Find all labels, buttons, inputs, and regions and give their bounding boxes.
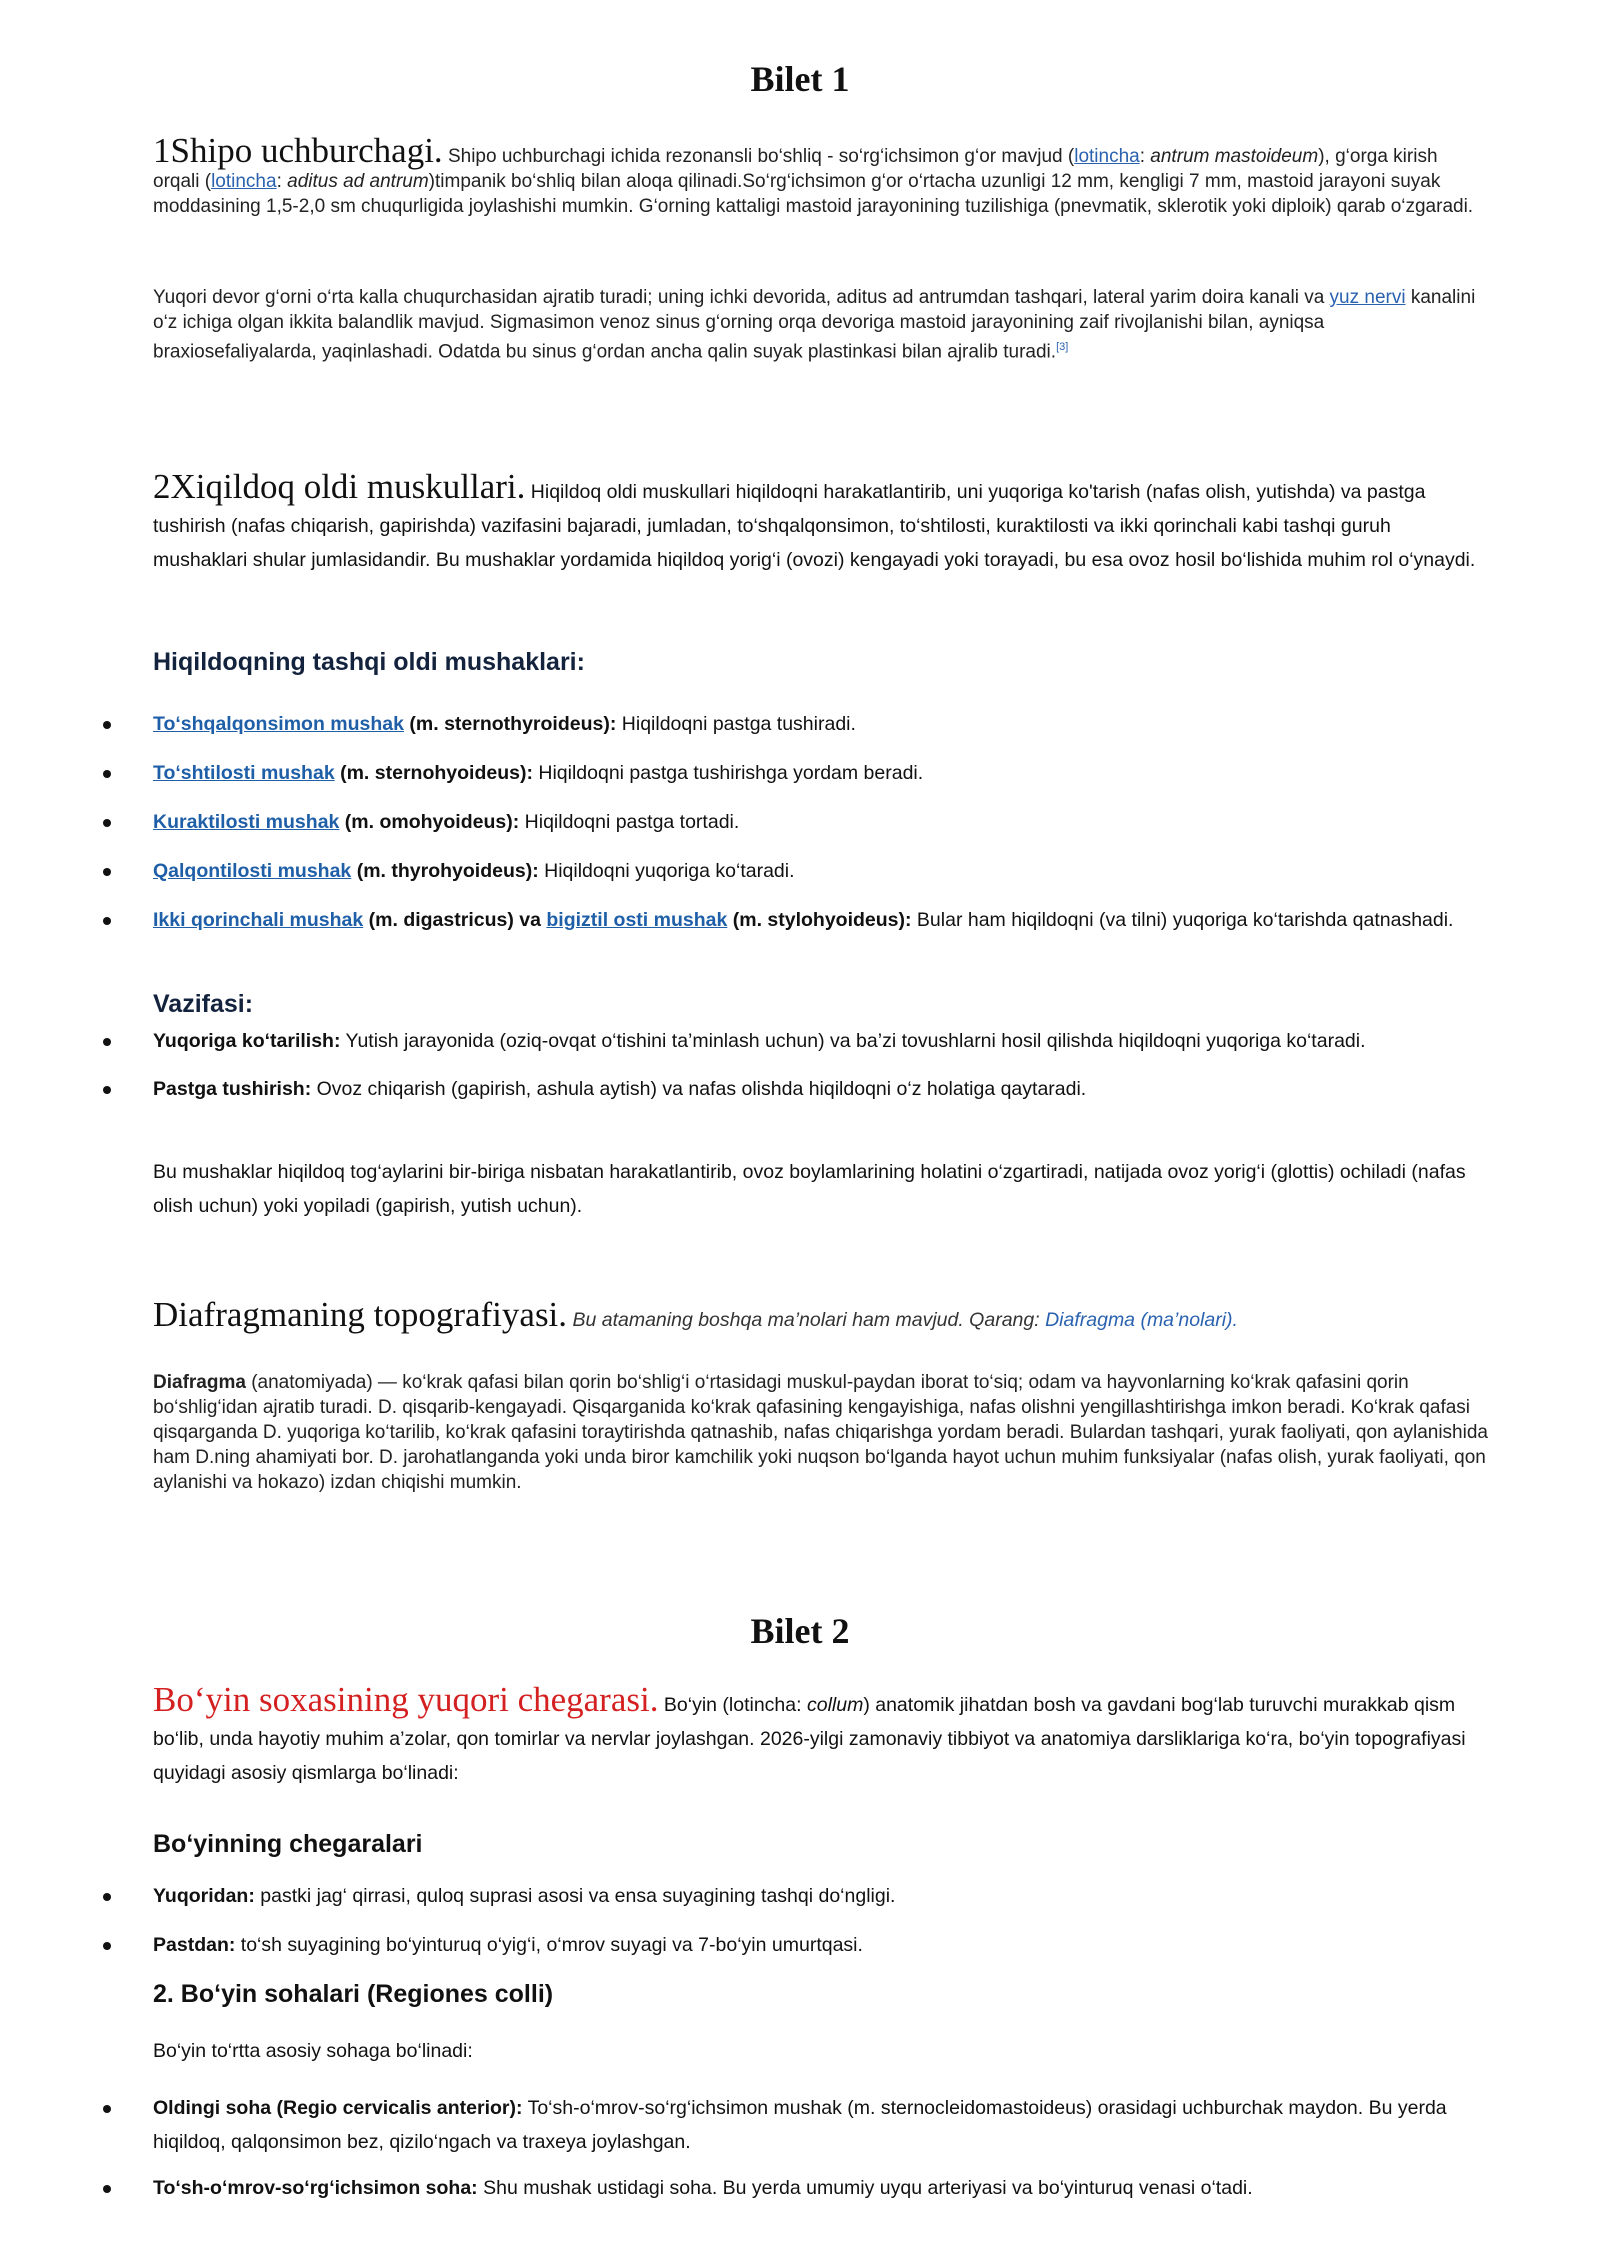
- bullet-icon: [103, 1893, 111, 1901]
- text: :: [276, 171, 288, 192]
- text: Hiqildoqni pastga tortadi.: [519, 811, 740, 833]
- text: To‘sh-o‘mrov-so‘rg‘ichsimon mushak (m. sternocleidomastoideus) orasidagi uchburchak maydon. Bu yerda hiqildoq, qalqonsimon bez, qizilo‘ngach va traxeya joylashgan.: [153, 2097, 1447, 2153]
- diafragma-disambiguation-link[interactable]: Diafragma (ma’nolari).: [1045, 1309, 1238, 1331]
- bullet-icon: [103, 1086, 111, 1094]
- muscle-link[interactable]: Ikki qorinchali mushak: [153, 909, 364, 931]
- text: ), g‘orga kirish orqali (: [153, 146, 1438, 192]
- list-item: [153, 756, 1488, 790]
- text: Hiqildoq oldi muskullari hiqildoqni harakatlantirib, uni yuqoriga ko'tarish (nafas olish, yutishda) va pastga tushirish (nafas chiqarish, gapirishda) vazifasini bajaradi, jumladan, to‘shqalqonsimon, to‘shtilosti, kuraktilosti va ikki qorinchali kabi tashqi guruh mushaklari shular jumlasidandir. Bu mushaklar yordamida hiqildoq yorig‘i (ovozi) kengayadi yoki torayadi, bu esa ovoz hosil bo‘lishida muhim rol o‘ynaydi.: [153, 481, 1476, 571]
- list-item: [153, 903, 1488, 937]
- text: )timpanik bo‘shliq bilan aloqa qilinadi.So‘rg‘ichsimon g‘or o‘rtacha uzunligi 12 mm, kengligi 7 mm, mastoid jarayoni suyak moddasining 1,5-2,0 sm chuqurligida joylashishi mumkin. G‘orning kattaligi mastoid jarayonining tuzilishiga (pnevmatik, sklerotik yoki diploik) qarab o‘zgaradi.: [153, 171, 1474, 217]
- latin-term: aditus ad antrum: [287, 171, 429, 192]
- text: ) anatomik jihatdan bosh va gavdani bog‘lab turuvchi murakkab qism bo‘lib, unda hayotiy muhim a’zolar, qon tomirlar va nervlar joylashgan. 2026-yilgi zamonaviy tibbiyot va anatomiya darsliklariga ko‘ra, bo‘yin topografiyasi quyidagi asosiy qismlarga bo‘linadi:: [153, 1694, 1466, 1784]
- text: Bular ham hiqildoqni (va tilni) yuqoriga ko‘tarishda qatnashadi.: [911, 909, 1454, 931]
- item-label: Yuqoriga ko‘tarilish:: [153, 1030, 341, 1052]
- text: Yutish jarayonida (oziq-ovqat o‘tishini ta’minlash uchun) va ba’zi tovushlarni hosil qilishda hiqildoqni yuqoriga ko‘taradi.: [340, 1030, 1366, 1052]
- list-item: [153, 2171, 1488, 2205]
- bullet-icon: [103, 770, 111, 778]
- text: Shipo uchburchagi ichida rezonansli bo‘shliq - so‘rg‘ichsimon g‘or mavjud (: [442, 146, 1075, 167]
- bullet-icon: [103, 819, 111, 827]
- region-list: [153, 2091, 1488, 2205]
- item-label: To‘sh-o‘mrov-so‘rg‘ichsimon soha:: [153, 2177, 478, 2199]
- subheading-boyin-sohalari: 2. Bo‘yin sohalari (Regiones colli): [153, 1980, 554, 2008]
- text: to‘sh suyagining bo‘yinturuq o‘yig‘i, o‘mrov suyagi va 7-bo‘yin umurtqasi.: [235, 1934, 863, 1956]
- subheading-vazifasi: Vazifasi:: [153, 990, 254, 1018]
- list-item: [153, 854, 1488, 888]
- reference-link[interactable]: [3]: [1056, 341, 1069, 353]
- bullet-icon: [103, 917, 111, 925]
- latin-name: (m. digastricus) va: [363, 909, 547, 931]
- item-label: Yuqoridan:: [153, 1885, 255, 1907]
- regions-intro: Bo‘yin to‘rtta asosiy sohaga bo‘linadi:: [153, 2040, 473, 2062]
- text: Hiqildoqni pastga tushiradi.: [616, 713, 856, 735]
- text: (anatomiyada) — ko‘krak qafasi bilan qorin bo‘shlig‘i o‘rtasidagi muskul-paydan iborat to‘siq; odam va hayvonlarning ko‘krak qafasini qorin bo‘shlig‘idan ajratib turadi. D. qisqarib-kengayadi. Qisqarganida ko‘krak qafasining kengayishiga, nafas olishni yengillashtirishga imkon beradi. Ko‘krak qafasi qisqarganda D. yuqoriga ko‘tarilib, ko‘krak qafasini toraytirishda qatnashib, nafas chiqarishga yordam beradi. Bulardan tashqari, yurak faoliyati, qon aylanishida ham D.ning ahamiyati bor. D. jarohatlanganda yoki unda biror kamchilik yoki nuqson bo‘lganda hayot uchun muhim funksiyalar (nafas olish, yurak faoliyati, qon aylanishi va hokazo) izdan chiqishi mumkin.: [153, 1372, 1488, 1493]
- muscle-link[interactable]: Qalqontilosti mushak: [153, 860, 352, 882]
- text: kanalini o‘z ichiga olgan ikkita balandlik mavjud. Sigmasimon venoz sinus g‘orning orqa devoriga mastoid jarayonining zaif rivojlanishi bilan, ayniqsa braxiosefaliyalarda, yaqinlashadi. Odatda bu sinus g‘ordan ancha qalin suyak plastinkasi bilan ajralib turadi.: [153, 287, 1476, 363]
- section-shipo-heading: 1Shipo uchburchagi.: [153, 131, 443, 170]
- border-list: [153, 1879, 1488, 1962]
- latin-name: (m. sternohyoideus):: [334, 762, 533, 784]
- lotincha-link-2[interactable]: lotincha: [211, 171, 277, 192]
- bullet-icon: [103, 868, 111, 876]
- text: pastki jag‘ qirrasi, quloq suprasi asosi va ensa suyagining tashqi do‘ngligi.: [254, 1885, 896, 1907]
- latin-name: (m. omohyoideus):: [339, 811, 520, 833]
- section-diafragma-header: [153, 1295, 1488, 1340]
- muscle-link[interactable]: To‘shtilosti mushak: [153, 762, 335, 784]
- text: Shu mushak ustidagi soha. Bu yerda umumiy uyqu arteriyasi va bo‘yinturuq venasi o‘tadi.: [477, 2177, 1253, 2199]
- section-shipo-paragraph-1: [153, 131, 1488, 219]
- subheading-tashqi-mushaklar: Hiqildoqning tashqi oldi mushaklari:: [153, 648, 585, 676]
- yuz-nervi-link[interactable]: yuz nervi: [1329, 287, 1406, 308]
- text: :: [1139, 146, 1151, 167]
- list-item: [153, 1879, 1488, 1913]
- text: Hiqildoqni pastga tushirishga yordam beradi.: [532, 762, 924, 784]
- function-list: [153, 1024, 1488, 1106]
- list-item: [153, 707, 1488, 741]
- section-diafragma-text: [153, 1370, 1488, 1495]
- item-label: Pastdan:: [153, 1934, 236, 1956]
- subheading-boyin-chegaralari: Bo‘yinning chegaralari: [153, 1830, 423, 1858]
- latin-term: collum: [806, 1694, 864, 1716]
- list-item: [153, 1024, 1488, 1058]
- latin-name: (m. stylohyoideus):: [727, 909, 912, 931]
- section-boyin-intro: [153, 1680, 1488, 1790]
- section-boyin-heading: Bo‘yin soxasining yuqori chegarasi.: [153, 1680, 659, 1719]
- item-label: Pastga tushirish:: [153, 1078, 312, 1100]
- list-item: [153, 1928, 1488, 1962]
- bullet-icon: [103, 2185, 111, 2193]
- muscle-link[interactable]: To‘shqalqonsimon mushak: [153, 713, 404, 735]
- bilet-2-title: Bilet 2: [750, 1611, 850, 1651]
- item-label: Oldingi soha (Regio cervicalis anterior):: [153, 2097, 523, 2119]
- bullet-icon: [103, 1038, 111, 1046]
- section-diafragma-heading: Diafragmaning topografiyasi.: [153, 1295, 568, 1334]
- muscle-link[interactable]: Kuraktilosti mushak: [153, 811, 340, 833]
- text: Ovoz chiqarish (gapirish, ashula aytish) va nafas olishda hiqildoqni o‘z holatiga qaytaradi.: [311, 1078, 1087, 1100]
- text: Yuqori devor g‘orni o‘rta kalla chuqurchasidan ajratib turadi; uning ichki devorida, aditus ad antrumdan tashqari, lateral yarim doira kanali va: [153, 287, 1330, 308]
- bilet-1-title: Bilet 1: [750, 59, 850, 99]
- text: Bo‘yin (lotincha:: [658, 1694, 807, 1716]
- muscle-list: [153, 707, 1488, 937]
- section-muskullar-closing: Bu mushaklar hiqildoq tog‘aylarini bir-biriga nisbatan harakatlantirib, ovoz boylamlarining holatini o‘zgartiradi, natijada ovoz yorig‘i (glottis) ochiladi (nafas olish uchun) yoki yopiladi (gapirish, yutish uchun).: [153, 1161, 1466, 1217]
- bullet-icon: [103, 721, 111, 729]
- lotincha-link-1[interactable]: lotincha: [1074, 146, 1140, 167]
- text: Hiqildoqni yuqoriga ko‘taradi.: [538, 860, 795, 882]
- latin-name: (m. sternothyroideus):: [404, 713, 617, 735]
- list-item: [153, 805, 1488, 839]
- section-muskullar-heading: 2Xiqildoq oldi muskullari.: [153, 467, 526, 506]
- muscle-link[interactable]: bigiztil osti mushak: [546, 909, 728, 931]
- list-item: [153, 2091, 1488, 2159]
- list-item: [153, 1072, 1488, 1106]
- latin-name: (m. thyrohyoideus):: [351, 860, 539, 882]
- latin-term: antrum mastoideum: [1150, 146, 1319, 167]
- bullet-icon: [103, 2105, 111, 2113]
- section-muskullar-intro: [153, 467, 1488, 577]
- disambiguation-note: Bu atamaning boshqa ma’nolari ham mavjud. Qarang:: [567, 1309, 1046, 1331]
- term: Diafragma: [153, 1372, 246, 1393]
- section-shipo-paragraph-2: [153, 285, 1488, 364]
- bullet-icon: [103, 1942, 111, 1950]
